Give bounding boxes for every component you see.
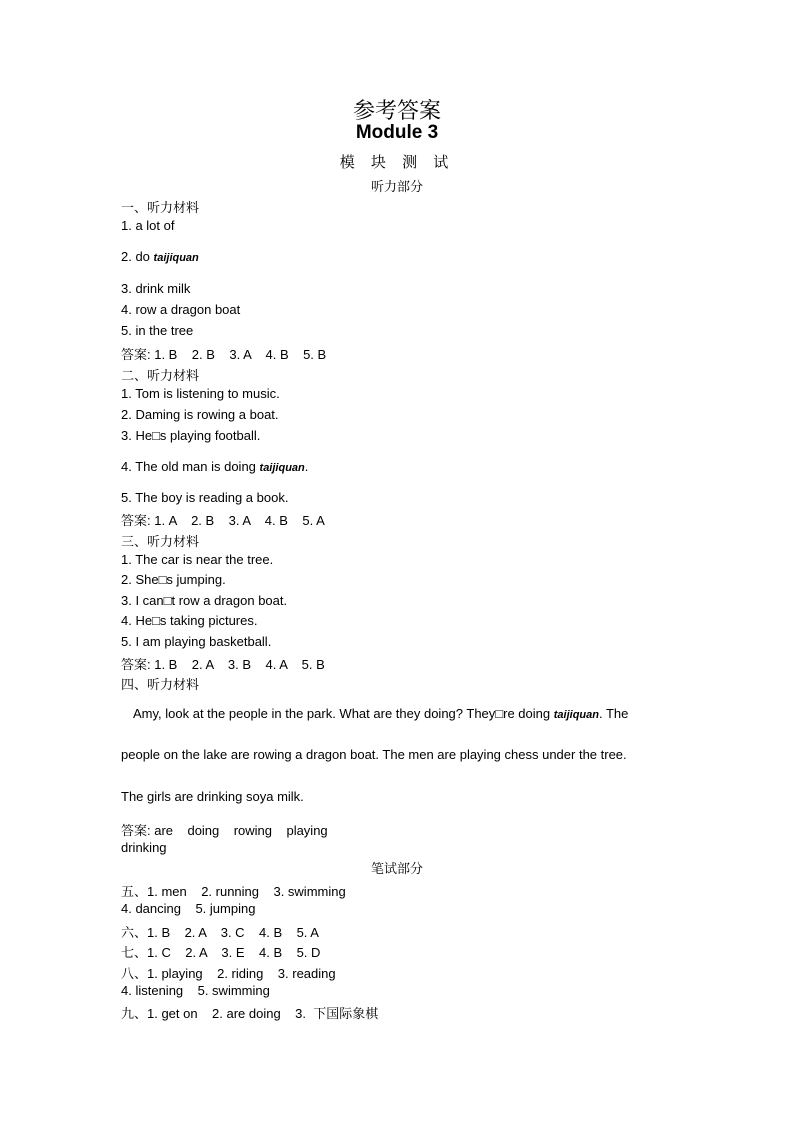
written-answer-line: 九、1. get on 2. are doing 3. 下国际象棋 (121, 1006, 379, 1021)
section4-answers: 答案: are doing rowing playing (121, 823, 328, 838)
section4-paragraph-term: taijiquan (553, 709, 599, 721)
section1-answers: 答案: 1. B 2. B 3. A 4. B 5. B (121, 347, 327, 362)
section2-item: 5. The boy is reading a book. (121, 490, 289, 505)
written-answer-line: 六、1. B 2. A 3. C 4. B 5. A (121, 925, 319, 940)
section3-heading: 三、听力材料 (121, 534, 200, 549)
section3-item: 3. I can□t row a dragon boat. (121, 593, 288, 608)
section1-item: 3. drink milk (121, 281, 191, 296)
written-answer-line: 八、1. playing 2. riding 3. reading (121, 966, 336, 981)
section4-paragraph-line: people on the lake are rowing a dragon boat. The men are playing chess under the tree. (121, 747, 627, 762)
section3-item: 2. She□s jumping. (121, 572, 226, 587)
section3-answers: 答案: 1. B 2. A 3. B 4. A 5. B (121, 657, 325, 672)
section2-item: 2. Daming is rowing a boat. (121, 407, 279, 422)
section2-item: 3. He□s playing football. (121, 428, 261, 443)
section2-heading: 二、听力材料 (121, 368, 200, 383)
section2-item (121, 459, 308, 474)
section3-item: 1. The car is near the tree. (121, 552, 274, 567)
section4-paragraph-text: Amy, look at the people in the park. What are they doing? They□re doing (133, 706, 551, 721)
written-answer-line: 4. dancing 5. jumping (121, 901, 256, 916)
written-part-heading: 笔试部分 (370, 861, 423, 876)
section1-item-text: 2. do (121, 249, 150, 264)
section1-item: 5. in the tree (121, 323, 194, 338)
page-title: 参考答案 (352, 99, 441, 124)
section1-item-term: taijiquan (153, 252, 199, 264)
section2-item-term: taijiquan (259, 462, 305, 474)
section1-heading: 一、听力材料 (121, 200, 200, 215)
section4-heading: 四、听力材料 (121, 677, 200, 692)
section4-paragraph-line: The girls are drinking soya milk. (121, 789, 304, 804)
listening-part-heading: 听力部分 (370, 179, 423, 194)
test-title: 模 块 测 试 (339, 154, 455, 171)
section3-item: 4. He□s taking pictures. (121, 613, 258, 628)
section2-answers: 答案: 1. A 2. B 3. A 4. B 5. A (121, 513, 325, 528)
written-answer-line: 4. listening 5. swimming (121, 983, 270, 998)
section2-item-text: 4. The old man is doing (121, 459, 256, 474)
section1-item (121, 249, 199, 264)
section4-answers-cont: drinking (121, 840, 167, 855)
written-answer-line: 五、1. men 2. running 3. swimming (121, 884, 346, 899)
module-title: Module 3 (355, 122, 439, 143)
section1-item: 4. row a dragon boat (121, 302, 241, 317)
section2-item-end: . (304, 459, 309, 474)
section3-item: 5. I am playing basketball. (121, 634, 272, 649)
written-answer-line: 七、1. C 2. A 3. E 4. B 5. D (121, 945, 321, 960)
section2-item: 1. Tom is listening to music. (121, 386, 280, 401)
section4-paragraph-line (133, 706, 628, 721)
section4-paragraph-text-end: . The (598, 706, 629, 721)
section1-item: 1. a lot of (121, 218, 175, 233)
